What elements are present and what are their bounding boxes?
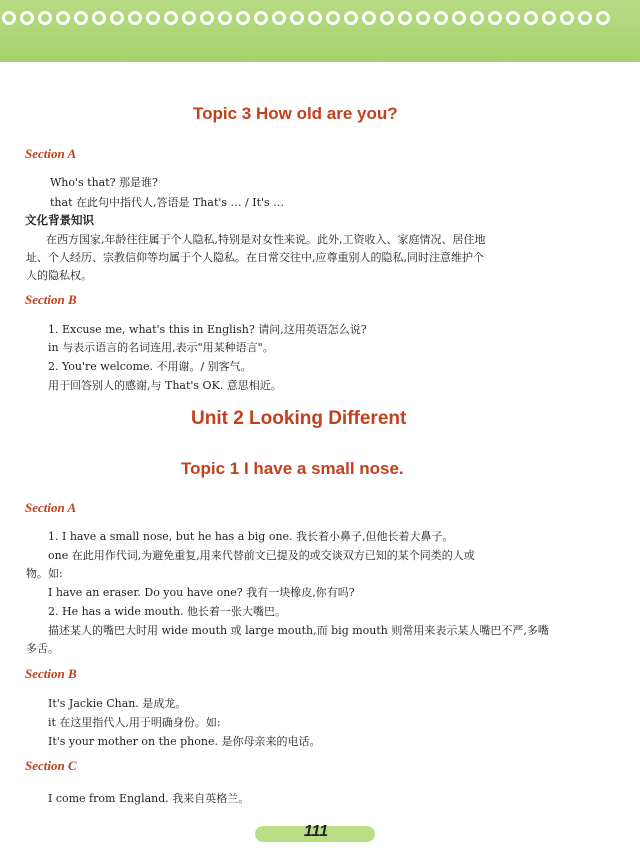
banner-circle — [92, 11, 106, 25]
t3-b-line-2: in 与表示语言的名词连用,表示"用某种语言"。 — [48, 341, 274, 354]
culture-line-2: 址、个人经历、宗教信仰等均属于个人隐私。在日常交往中,应尊重别人的隐私,同时注意维护个 — [26, 251, 484, 264]
banner-circle — [470, 11, 484, 25]
top-banner — [0, 0, 640, 62]
banner-circle — [344, 11, 358, 25]
banner-circle — [290, 11, 304, 25]
banner-circle — [542, 11, 556, 25]
banner-circle — [218, 11, 232, 25]
banner-circle — [146, 11, 160, 25]
banner-circle — [434, 11, 448, 25]
banner-circle — [596, 11, 610, 25]
banner-circle — [488, 11, 502, 25]
t1-b-line-2: it 在这里指代人,用于明确身份。如: — [48, 716, 221, 729]
banner-circle — [308, 11, 322, 25]
banner-circle — [38, 11, 52, 25]
t1-a-line-4: I have an eraser. Do you have one? 我有一块橡皮,你有吗? — [48, 586, 355, 599]
banner-circle — [110, 11, 124, 25]
t3-b-line-1: 1. Excuse me, what's this in English? 请问,这用英语怎么说? — [48, 323, 367, 336]
banner-circle — [2, 11, 16, 25]
banner-circle — [362, 11, 376, 25]
banner-circle-pattern — [0, 8, 640, 32]
t3-section-a-heading: Section A — [25, 146, 77, 161]
t3-a-line-2: that 在此句中指代人,答语是 That's … / It's … — [50, 196, 285, 209]
t1-a-line-5: 2. He has a wide mouth. 他长着一张大嘴巴。 — [48, 605, 287, 618]
banner-circle — [380, 11, 394, 25]
t1-b-line-1: It's Jackie Chan. 是成龙。 — [48, 697, 187, 710]
t1-a-line-7: 多舌。 — [26, 642, 59, 655]
banner-circle — [524, 11, 538, 25]
banner-circle — [164, 11, 178, 25]
t1-a-line-3: 物。如: — [26, 567, 63, 580]
banner-circle — [452, 11, 466, 25]
banner-circle — [56, 11, 70, 25]
banner-circle — [182, 11, 196, 25]
banner-circle — [236, 11, 250, 25]
unit2-title: Unit 2 Looking Different — [191, 408, 407, 429]
culture-heading: 文化背景知识 — [25, 213, 94, 227]
t3-section-b-heading: Section B — [25, 292, 77, 307]
banner-circle — [398, 11, 412, 25]
banner-circle — [20, 11, 34, 25]
banner-circle — [560, 11, 574, 25]
t1-section-c-heading: Section C — [25, 758, 77, 773]
page-number: 111 — [303, 823, 329, 840]
t3-b-line-4: 用于回答别人的感谢,与 That's OK. 意思相近。 — [48, 379, 282, 392]
t1-c-line-1: I come from England. 我来自英格兰。 — [48, 792, 250, 805]
banner-circle — [506, 11, 520, 25]
t1-section-b-heading: Section B — [25, 666, 77, 681]
t1-a-line-6: 描述某人的嘴巴大时用 wide mouth 或 large mouth,而 big mouth 则常用来表示某人嘴巴不严,多嘴 — [48, 624, 549, 637]
banner-circle — [272, 11, 286, 25]
t3-a-line-1: Who's that? 那是谁? — [50, 176, 158, 189]
banner-circle — [74, 11, 88, 25]
topic3-title: Topic 3 How old are you? — [193, 104, 398, 123]
t3-b-line-3: 2. You're welcome. 不用谢。/ 别客气。 — [48, 360, 252, 373]
banner-circle — [326, 11, 340, 25]
t1-a-line-1: 1. I have a small nose, but he has a big one. 我长着小鼻子,但他长着大鼻子。 — [48, 530, 454, 543]
banner-circle — [128, 11, 142, 25]
culture-line-1: 在西方国家,年龄往往属于个人隐私,特别是对女性来说。此外,工资收入、家庭情况、居住地 — [46, 233, 486, 246]
t1-b-line-3: It's your mother on the phone. 是你母亲来的电话。 — [48, 735, 321, 748]
banner-circle — [416, 11, 430, 25]
banner-circle — [200, 11, 214, 25]
culture-line-3: 人的隐私权。 — [26, 269, 92, 282]
banner-circle — [254, 11, 268, 25]
t1-section-a-heading: Section A — [25, 500, 77, 515]
t1-a-line-2: one 在此用作代词,为避免重复,用来代替前文已提及的或交谈双方已知的某个同类的人或 — [48, 549, 475, 562]
topic1-title: Topic 1 I have a small nose. — [181, 459, 404, 478]
banner-circle — [578, 11, 592, 25]
